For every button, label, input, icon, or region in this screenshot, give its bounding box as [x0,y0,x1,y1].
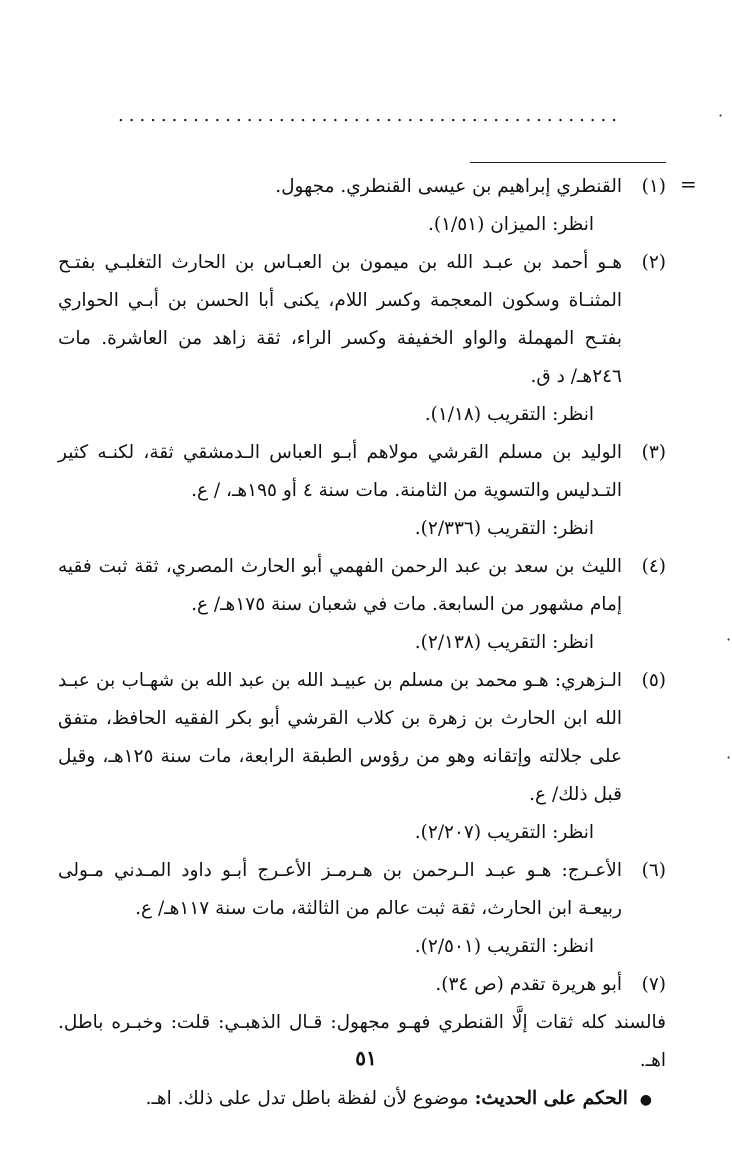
footnote-rule [470,162,666,163]
footnote-number: (٤) [641,556,666,577]
footnote-reference: انظر: التقريب (٢/٢٠٧). [414,822,594,843]
margin-mark: · [726,748,732,767]
footnote-body [58,168,622,244]
footnote-number: (١) [641,176,666,197]
footnote-text: الأعـرج: هـو عبـد الـرحمن بن هـرمـز الأعـرج أبـو داود المـدني مـولى ربيعـة ابن الحارث، ثقة ثبت عالم من الثالثة، مات سنة ١١٧هـ/ ع. [58,860,622,919]
footnote-reference: انظر: التقريب (٢/٣٣٦). [414,518,594,539]
continuation-mark: = [680,172,697,196]
footnote-reference: انظر: التقريب (٢/١٣٨). [414,632,594,653]
footnote-6 [58,852,666,966]
footnote-reference: انظر: التقريب (٢/٥٠١). [414,936,594,957]
margin-mark: · [718,106,724,125]
verdict-label: الحكم على الحديث: [474,1088,628,1109]
footnote-body [58,244,622,434]
footnote-number: (٦) [641,860,666,881]
verdict-text: موضوع لأن لفظة باطل تدل على ذلك. اهـ. [145,1088,469,1109]
footnote-text: الوليد بن مسلم القرشي مولاهم أبـو العباس الـدمشقي ثقة، لكنـه كثير التـدليس والتسوية من الثامنة. مات سنة ٤ أو ١٩٥هـ، / ع. [58,442,622,501]
footnote-reference: انظر: التقريب (١/١٨). [424,404,594,425]
margin-mark: · [726,630,732,649]
footnote-number: (٥) [641,670,666,691]
footnote-5 [58,662,666,852]
verdict-line [58,1080,666,1119]
footnote-2 [58,244,666,434]
footnote-number: (٢) [641,252,666,273]
footnote-4 [58,548,666,662]
footnote-body [58,662,622,852]
bullet-icon: ● [639,1092,652,1108]
footnote-text: هـو أحمد بن عبـد الله بن ميمون بن العبـاس بن الحارث التغلبـي بفتـح المثنـاة وسكون المعجمة وكسر اللام، يكنى أبا الحسن بن أبـي الحواري بفتـح المهملة والواو الخفيفة وكسر الراء، ثقة زاهد من العاشرة. مات ٢٤٦هـ/ د ق. [58,252,622,387]
footnote-number: (٧) [641,974,666,995]
footnote-body [58,966,622,1004]
footnote-7 [58,966,666,1004]
footnote-body [58,434,622,548]
conclusion-text: فالسند كله ثقات إلَّا القنطري فهـو مجهول: قـال الذهبـي: قلت: وخبـره باطل. اهـ. [58,1012,666,1071]
footnote-1 [58,168,666,244]
footnote-text: أبو هريرة تقدم (ص ٣٤). [435,974,622,995]
footnote-reference: انظر: الميزان (١/٥١). [427,214,594,235]
footnote-text: الـزهري: هـو محمد بن مسلم بن عبيـد الله بن عبد الله بن شهـاب بن عبـد الله ابن الحارث بن زهرة بن كلاب القرشي أبو بكر الفقيه الحافظ، متفق على جلالته وإتقانه وهو من رؤوس الطبقة الرابعة، مات سنة ١٢٥هـ، وقيل قبل ذلك/ ع. [58,670,622,805]
separator-dots: ............................................... [118,106,622,126]
footnote-number: (٣) [641,442,666,463]
footnote-3 [58,434,666,548]
footnotes [58,168,666,1119]
footnote-text: الليث بن سعد بن عبد الرحمن الفهمي أبو الحارث المصري، ثقة ثبت فقيه إمام مشهور من السابعة. مات في شعبان سنة ١٧٥هـ/ ع. [58,556,622,615]
footnote-body [58,548,622,662]
footnote-text: القنطري إبراهيم بن عيسى القنطري. مجهول. [275,176,622,197]
footnote-body [58,852,622,966]
page-number: ٥١ [355,1046,377,1070]
